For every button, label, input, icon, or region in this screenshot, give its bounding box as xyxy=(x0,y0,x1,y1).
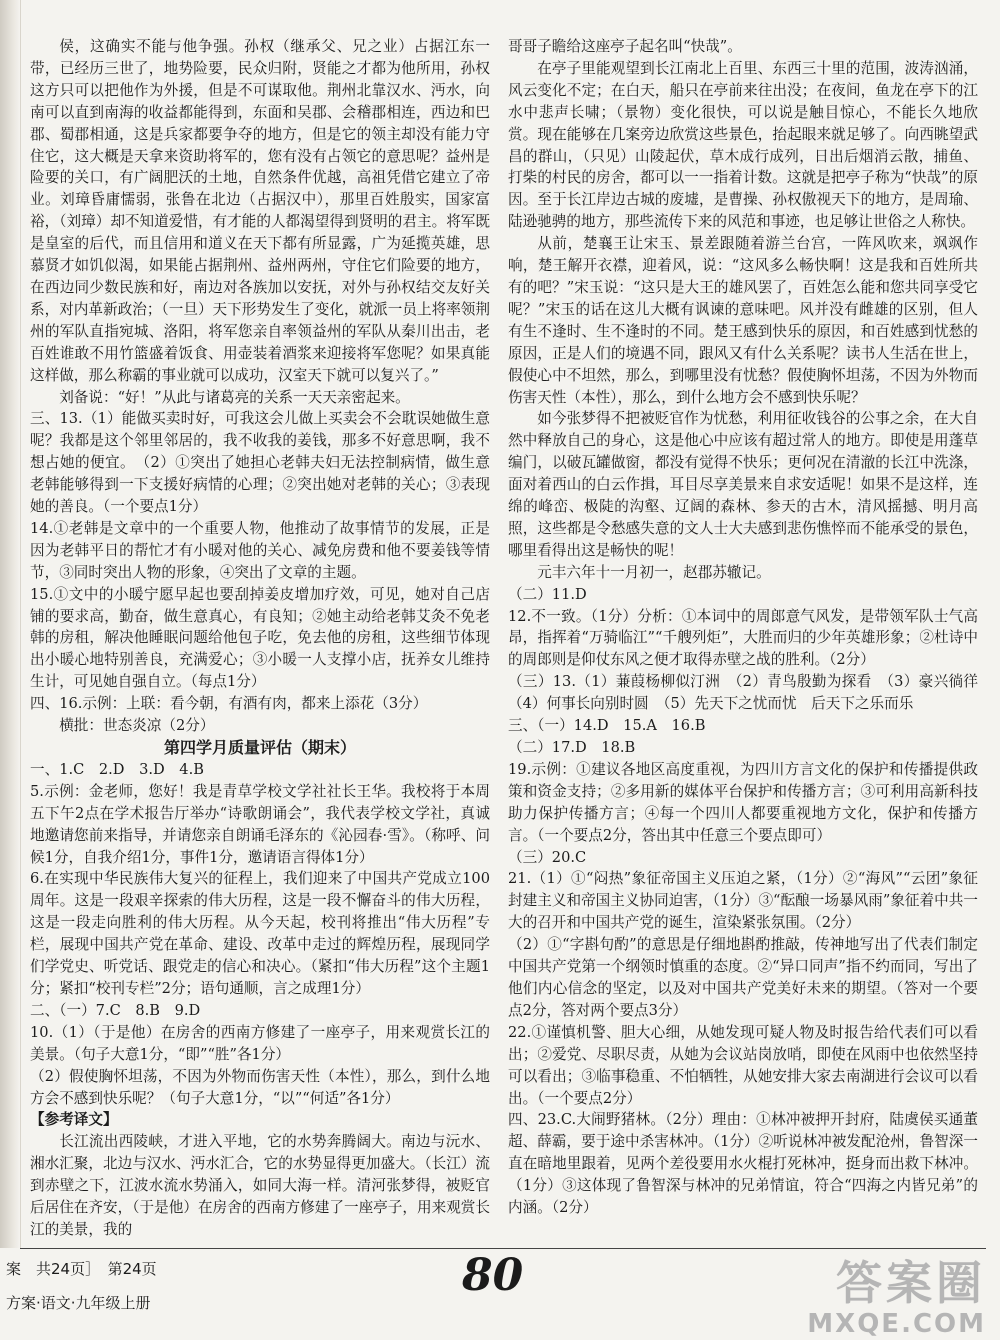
answer-paragraph: 四、23.C.大闹野猪林。（2分）理由：①林冲被押开封府，陆虞侯买通董超、薛霸，要于途中杀害林冲。（1分）②听说林冲被发配沧州，鲁智深一直在暗地里跟着，见两个差役要用水火棍打死林冲，挺身而出救下林冲。（1分）③这体现了鲁智深与林冲的兄弟情谊，符合“四海之内皆兄弟”的内涵。（2分） xyxy=(508,1111,978,1217)
answer-paragraph: （三）20.C xyxy=(508,848,587,866)
answer-paragraph: （2）假使胸怀坦荡，不因为外物而伤害天性（本性），那么，到什么地方会不感到快乐呢？（句子大意1分，“以”“何适”各1分） xyxy=(30,1067,490,1107)
answer-paragraph: 元丰六年十一月初一，赵郡苏辙记。 xyxy=(537,563,771,581)
answer-paragraph: 一、1.C 2.D 3.D 4.B xyxy=(30,760,204,778)
answer-paragraph: 三、13.（1）能做买卖时好，可我这会儿做上买卖会不会耽误她做生意呢？我都是这个邻里邻居的，我不收我的姜钱，那多不好意思啊，我不想占她的便宜。 （2）①突出了她担心老韩夫妇无法控制病情，做生意老韩能够得到一下支援好病情的心理；②突出她对老韩的关心；③表现她的善良。（一个要点1分） xyxy=(30,410,490,516)
answer-paragraph: 10.（1）（于是他）在房舍的西南方修建了一座亭子，用来观赏长江的美景。（句子大意1分，“即”“胜”各1分） xyxy=(30,1023,490,1063)
footer-series-line: 方案·语文·九年级上册 xyxy=(6,1294,151,1312)
watermark-logo xyxy=(807,1256,986,1338)
answer-paragraph: 刘备说：“好！”从此与诸葛亮的关系一天天亲密起来。 xyxy=(59,388,410,406)
page-number: 80 xyxy=(462,1250,524,1301)
answer-paragraph: （二）17.D 18.B xyxy=(508,739,636,756)
answer-paragraph: 15.①文中的小暖宁愿早起也要刮掉姜皮增加疗效，可见，她对自己店铺的要求高，勤奋，做生意真心，有良知；②她主动给老韩艾灸不免老韩的房租，解决他睡眠问题给他包子吃，免去他的房租，这些细节体现出小暖心地特别善良，充满爱心；③小暖一人支撑小店，抚养女儿维持生计，可见她自强自立。（每点1分） xyxy=(30,585,490,691)
answer-paragraph: 6.在实现中华民族伟大复兴的征程上，我们迎来了中国共产党成立100周年。这是一段艰辛探索的伟大历程，这是一段不懈奋斗的伟大历程，这是一段走向胜利的伟大历程。从今天起，校刊将推出“伟大历程”专栏，展现中国共产党在革命、建设、改革中走过的辉煌历程，展现同学们学党史、听党话、跟党走的信心和决心。（紧扣“伟大历程”这个主题1分；紧扣“校刊专栏”2分；语句通顺，言之成理1分） xyxy=(30,870,490,997)
footer-pages-line: 案 共24页］ 第24页 xyxy=(6,1260,157,1278)
footer-divider xyxy=(20,1248,986,1249)
answer-paragraph: 从前，楚襄王让宋玉、景差跟随着游兰台宫，一阵风吹来，飒飒作响，楚王解开衣襟，迎着风，说：“这风多么畅快啊！这是我和百姓所共有的吧？”宋玉说：“这只是大王的雄风罢了，百姓怎么能和您共同享受它呢？”宋玉的话在这儿大概有讽谏的意味吧。风并没有雌雄的区别，但人有生不逢时、生不逢时的不同。楚王感到快乐的原因，和百姓感到忧愁的原因，正是人们的境遇不同，跟风又有什么关系呢？读书人生活在世上，假使心中不坦然，那么，到哪里没有忧愁？假使胸怀坦荡，不因为外物而伤害天性（本性），那么，到什么地方会不感到快乐呢？ xyxy=(508,235,978,406)
answer-paragraph: 在亭子里能观望到长江南北上百里、东西三十里的范围，波涛汹涌，风云变化不定；在白天，船只在亭前来往出没；在夜间，鱼龙在亭下的江水中悲声长啸；（景物）变化很快，可以说是触目惊心，不能长久地欣赏。现在能够在几案旁边欣赏这些景色，抬起眼来就足够了。向西眺望武昌的群山，（只见）山陵起伏，草木成行成列，日出后烟消云散，捕鱼、打柴的村民的房舍，都可以一一指着计数。这就是把亭子称为“快哉”的原因。至于长江岸边古城的废墟，是曹操、孙权傲视天下的地方，是周瑜、陆逊驰骋的地方，那些流传下来的风范和事迹，也足够让世俗之人称快。 xyxy=(508,59,978,231)
right-column xyxy=(508,36,993,1248)
answer-paragraph: 侯，这确实不能与他争强。孙权（继承父、兄之业）占据江东一带，已经历三世了，地势险要，民众归附，贤能之才都为他所用，孙权这方只可以把他作为外援，但是不可谋取他。荆州北靠汉水、沔水，向南可以直到南海的收益都能得到，东面和吴郡、会稽郡相连，西边和巴郡、蜀郡相通，这是兵家都要争夺的地方，但是它的领主却没有能力守住它，这大概是天拿来资助将军的，您有没有占领它的意思呢？益州是险要的关口，有广阔肥沃的土地，自然条件优越，高祖凭借它建立了帝业。刘璋昏庸懦弱，张鲁在北边（占据汉中），那里百姓殷实，国家富裕，（刘璋）却不知道爱惜，有才能的人都渴望得到贤明的君主。将军既是皇室的后代，而且信用和道义在天下都有所显露，广为延揽英雄，思慕贤才如饥似渴，如果能占据荆州、益州两州，守住它们险要的地方，在西边同少数民族和好，南边对各族加以安抚，对外与孙权结交友好关系，对内革新政治；（一旦）天下形势发生了变化，就派一员上将率领荆州的军队直指宛城、洛阳，将军您亲自率领益州的军队从秦川出击，老百姓谁敢不用竹篮盛着饭食、用壶装着酒浆来迎接将军您呢？如果真能这样做，那么称霸的事业就可以成功，汉室天下就可以复兴了。” xyxy=(30,38,490,384)
answer-paragraph: 21.（1）①“闷热”象征帝国主义压迫之紧，（1分）②“海风”“云团”象征封建主义和帝国主义协同迫害，（1分）③“酝酿一场暴风雨”象征着中共一大的召开和中国共产党的诞生，渲染紧张氛围。（2分） xyxy=(508,870,978,932)
answer-paragraph: （2）①“字斟句酌”的意思是仔细地斟酌推敲，传神地写出了代表们制定中国共产党第一个纲领时慎重的态度。②“异口同声”指不约而同，写出了他们内心信念的坚定，以及对中国共产党美好未来的期望。（答对一个要点2分，答对两个要点3分） xyxy=(508,936,978,1019)
answer-paragraph: 12.不一致。（1分）分析：①本词中的周郎意气风发，是带领军队士气高昂，指挥着“万骑临江”“千艘列炬”，大胜而归的少年英雄形象；②杜诗中的周郎则是仰仗东风之便才取得赤壁之战的胜利。（2分） xyxy=(508,607,978,669)
watermark-main-text: 答案圈 xyxy=(836,1256,986,1310)
section-heading: 第四学月质量评估（期末） xyxy=(163,738,356,757)
answer-paragraph: （二）11.D xyxy=(508,585,587,603)
footer-left xyxy=(6,1252,157,1320)
answer-paragraph: 22.①谨慎机警、胆大心细，从她发现可疑人物及时报告给代表们可以看出；②爱党、尽职尽责，从她为会议站岗放哨，即使在风雨中也依然坚持可以看出；③临事稳重、不怕牺牲，从她安排大家去南湖进行会议可以看出。（一个要点2分） xyxy=(508,1023,978,1107)
answer-paragraph: 哥哥子瞻给这座亭子起名叫“快哉”。 xyxy=(508,38,742,55)
answer-paragraph: 14.①老韩是文章中的一个重要人物，他推动了故事情节的发展，正是因为老韩平日的帮忙才有小暖对他的关心、减免房费和他不要姜钱等情节，③同时突出人物的形象，④突出了文章的主题。 xyxy=(30,519,490,581)
answer-paragraph: 如今张梦得不把被贬官作为忧愁，利用征收钱谷的公事之余，在大自然中释放自己的身心，这是他心中应该有超过常人的地方。即使是用蓬草编门，以破瓦罐做窗，都没有觉得不快乐；更何况在清澈的长江中洗涤，面对着西山的白云作揖，耳目尽享美景来自求安适呢！如果不是这样，连绵的峰峦、极陡的沟壑、辽阔的森林、参天的古木，清风摇撼、明月高照，这些都是令愁感失意的文人士大夫感到悲伤憔悴而不能承受的景色，哪里看得出这是畅快的呢！ xyxy=(508,410,978,559)
answer-paragraph: 二、（一）7.C 8.B 9.D xyxy=(30,1001,201,1019)
answer-paragraph: 四、16.示例：上联：看今朝，有酒有肉，都来上添花（3分） xyxy=(30,695,428,713)
answer-paragraph: 5.示例：金老师，您好！我是青草学校文学社社长王华。我校将于本周五下午2点在学术报告厅举办“诗歌朗诵会”，我代表学校文学社，真诚地邀请您前来指导，并请您亲自朗诵毛泽东的《沁园春·雪》。（称呼、问候1分，自我介绍1分，事件1分，邀请语言得体1分） xyxy=(30,782,490,866)
left-column xyxy=(30,36,490,1248)
watermark-url-text: MXQE.COM xyxy=(807,1309,986,1339)
answer-paragraph: 【参考译文】 xyxy=(30,1111,118,1129)
answer-paragraph: 三、（一）14.D 15.A 16.B xyxy=(508,717,706,735)
answer-paragraph: 长江流出西陵峡，才进入平地，它的水势奔腾阔大。南边与沅水、湘水汇聚，北边与汉水、沔水汇合，它的水势显得更加盛大。（长江）流到赤壁之下，江波水流水势涌入，如同大海一样。清河张梦得，被贬官后居住在齐安，（于是他）在房舍的西南方修建了一座亭子，用来观赏长江的美景，我的 xyxy=(30,1133,490,1238)
answer-paragraph: 横批：世态炎凉（2分） xyxy=(59,717,215,735)
answer-paragraph: （三）13.（1）蒹葭杨柳似汀洲 （2）青鸟殷勤为探看 （3）豪兴徜徉 （4）何事长向别时圆 （5）先天下之忧而忧 后天下之乐而乐 xyxy=(508,673,993,713)
page-binding-edge xyxy=(0,0,21,1248)
answer-paragraph: 19.示例：①建议各地区高度重视，为四川方言文化的保护和传播提供政策和资金支持；②多用新的媒体平台保护和传播方言；③可利用高新科技助力保护传播方言；④每一个四川人都要重视地方文化，保护和传播方言。（一个要点2分，答出其中任意三个要点即可） xyxy=(508,760,978,844)
